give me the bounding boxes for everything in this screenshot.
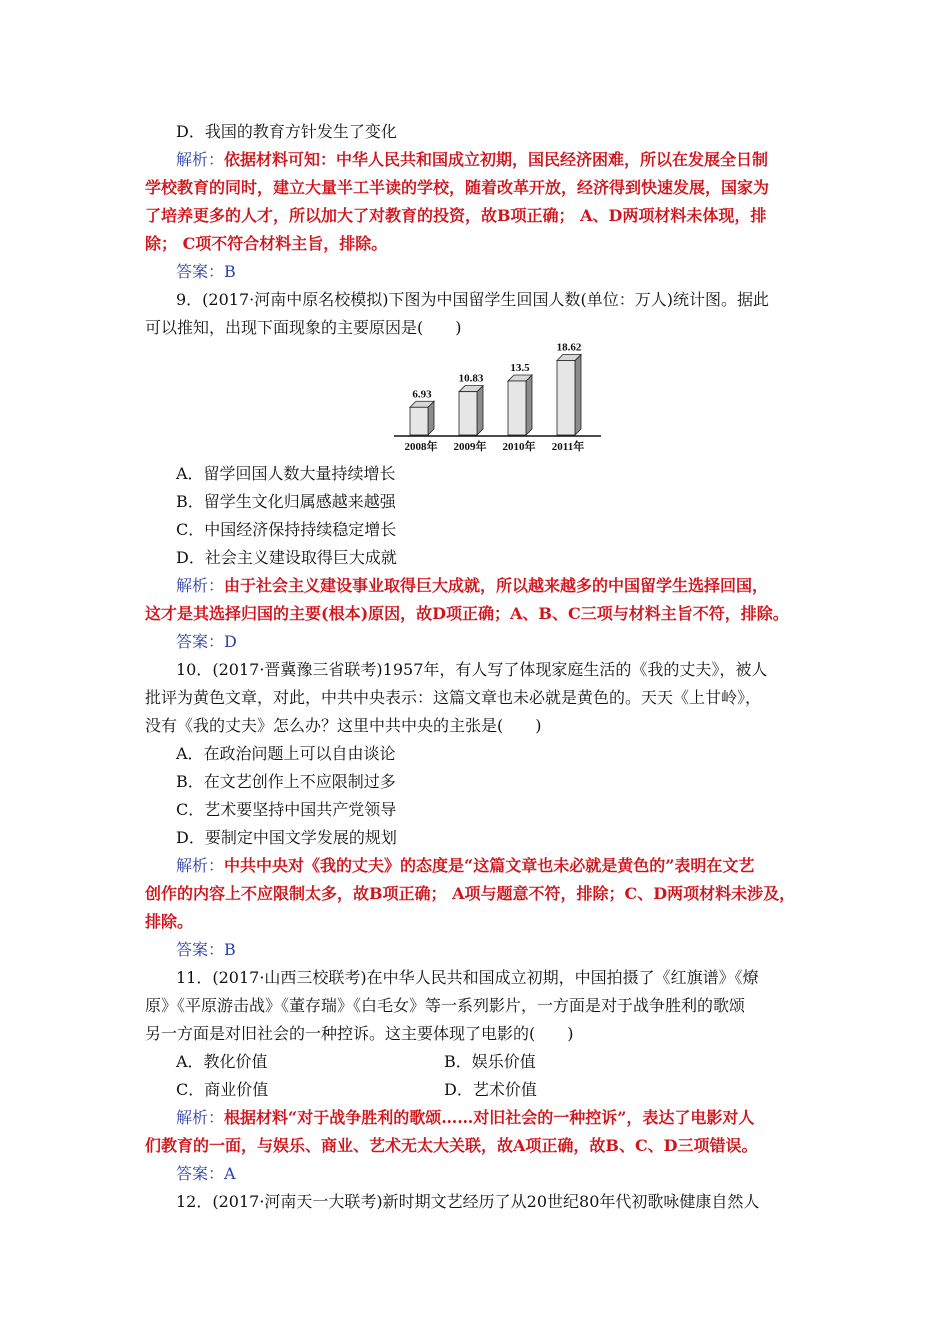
q9-option-a: A．留学回国人数大量持续增长: [176, 464, 396, 483]
tick-label: 2010年: [502, 441, 536, 453]
q9-analysis-line-2: 这才是其选择归国的主要(根本)原因，故D项正确；A、B、C三项与材料主旨不符，排除。: [145, 604, 789, 623]
q10-analysis-line-3: 排除。: [145, 912, 194, 931]
tick-label: 2009年: [453, 441, 487, 453]
q9-option-d: D．社会主义建设取得巨大成就: [176, 548, 397, 567]
q10-option-a: A．在政治问题上可以自由谈论: [176, 744, 396, 763]
q11-analysis-line-1: 解析：根据材料“对于战争胜利的歌颂……对旧社会的一种控诉”，表达了电影对人: [176, 1108, 755, 1127]
bar: [508, 381, 526, 435]
analysis-label: 解析：: [176, 150, 225, 169]
q9-option-b: B．留学生文化归属感越来越强: [176, 492, 396, 511]
q11-stem-line-3: 另一方面是对旧社会的一种控诉。这主要体现了电影的( ): [145, 1024, 574, 1043]
bar: [557, 360, 575, 435]
q11-options-row-1: [176, 1048, 776, 1076]
q11-option-c: C．商业价值: [176, 1080, 269, 1099]
data-label: 18.62: [556, 341, 582, 354]
bar: [459, 392, 477, 435]
q8-analysis-line-2: 学校教育的同时，建立大量半工半读的学校，随着改革开放，经济得到快速发展，国家为: [145, 178, 770, 197]
bar-side: [526, 375, 532, 435]
q11-option-b: B．娱乐价值: [444, 1052, 536, 1071]
q10-analysis-line-1: 解析：中共中央对《我的丈夫》的态度是“这篇文章也未必就是黄色的”表明在文艺: [176, 856, 755, 875]
q11-option-a: A．教化价值: [176, 1052, 268, 1071]
analysis-label: 解析：: [176, 576, 225, 595]
bar-side: [575, 354, 581, 435]
q10-stem-line-3: 没有《我的丈夫》怎么办？这里中共中央的主张是( ): [145, 716, 542, 735]
data-label: 6.93: [412, 388, 432, 401]
q9-stem-line-2: 可以推知，出现下面现象的主要原因是( ): [145, 318, 462, 337]
q8-analysis-line-3: 了培养更多的人才，所以加大了对教育的投资，故B项正确； A、D两项材料未体现，排: [145, 206, 767, 225]
q10-option-c: C．艺术要坚持中国共产党领导: [176, 800, 397, 819]
q8-analysis-line-4: 除； C项不符合材料主旨，排除。: [145, 234, 388, 253]
bar: [410, 407, 428, 435]
q11-stem-line-1: 11．(2017·山西三校联考)在中华人民共和国成立初期，中国拍摄了《红旗谱》《燎: [176, 968, 759, 987]
q8-answer: 答案：B: [176, 262, 236, 281]
q11-analysis-line-2: 们教育的一面，与娱乐、商业、艺术无太大关联，故A项正确，故B、C、D三项错误。: [145, 1136, 758, 1155]
q10-answer: 答案：B: [176, 940, 236, 959]
q11-answer: 答案：A: [176, 1164, 236, 1183]
q9-stem-line-1: 9．(2017·河南中原名校模拟)下图为中国留学生回国人数(单位：万人)统计图。据此: [176, 290, 769, 309]
q11-stem-line-2: 原》《平原游击战》《董存瑞》《白毛女》等一系列影片，一方面是对于战争胜利的歌颂: [145, 996, 746, 1015]
q8-analysis-line-1: 解析：依据材料可知：中华人民共和国成立初期，国民经济困难，所以在发展全日制: [176, 150, 769, 169]
q9-answer: 答案：D: [176, 632, 237, 651]
q11-options-row-2: [176, 1076, 776, 1104]
q11-option-d: D．艺术价值: [444, 1080, 537, 1099]
q10-analysis-line-2: 创作的内容上不应限制太多，故B项正确； A项与题意不符，排除；C、D两项材料未涉及，: [145, 884, 796, 903]
q10-stem-line-2: 批评为黄色文章，对此，中共中央表示：这篇文章也未必就是黄色的。天天《上甘岭》，: [145, 688, 762, 707]
q9-option-c: C．中国经济保持持续稳定增长: [176, 520, 397, 539]
q8-option-d: D．我国的教育方针发生了变化: [176, 122, 397, 141]
q10-stem-line-1: 10．(2017·晋冀豫三省联考)1957年，有人写了体现家庭生活的《我的丈夫》，被人: [176, 660, 768, 679]
tick-label: 2008年: [404, 441, 438, 453]
q12-stem-line-1: 12．(2017·河南天一大联考)新时期文艺经历了从20世纪80年代初歌咏健康自然人: [176, 1192, 760, 1211]
tick-label: 2011年: [551, 441, 585, 453]
q9-analysis-line-1: 解析：由于社会主义建设事业取得巨大成就，所以越来越多的中国留学生选择回国，: [176, 576, 769, 595]
q10-option-b: B．在文艺创作上不应限制过多: [176, 772, 396, 791]
bar-side: [477, 386, 483, 435]
data-label: 13.5: [510, 361, 530, 374]
analysis-label: 解析：: [176, 856, 225, 875]
q10-option-d: D．要制定中国文学发展的规划: [176, 828, 397, 847]
data-label: 10.83: [458, 372, 484, 385]
bar-chart: [390, 340, 605, 458]
analysis-label: 解析：: [176, 1108, 225, 1127]
